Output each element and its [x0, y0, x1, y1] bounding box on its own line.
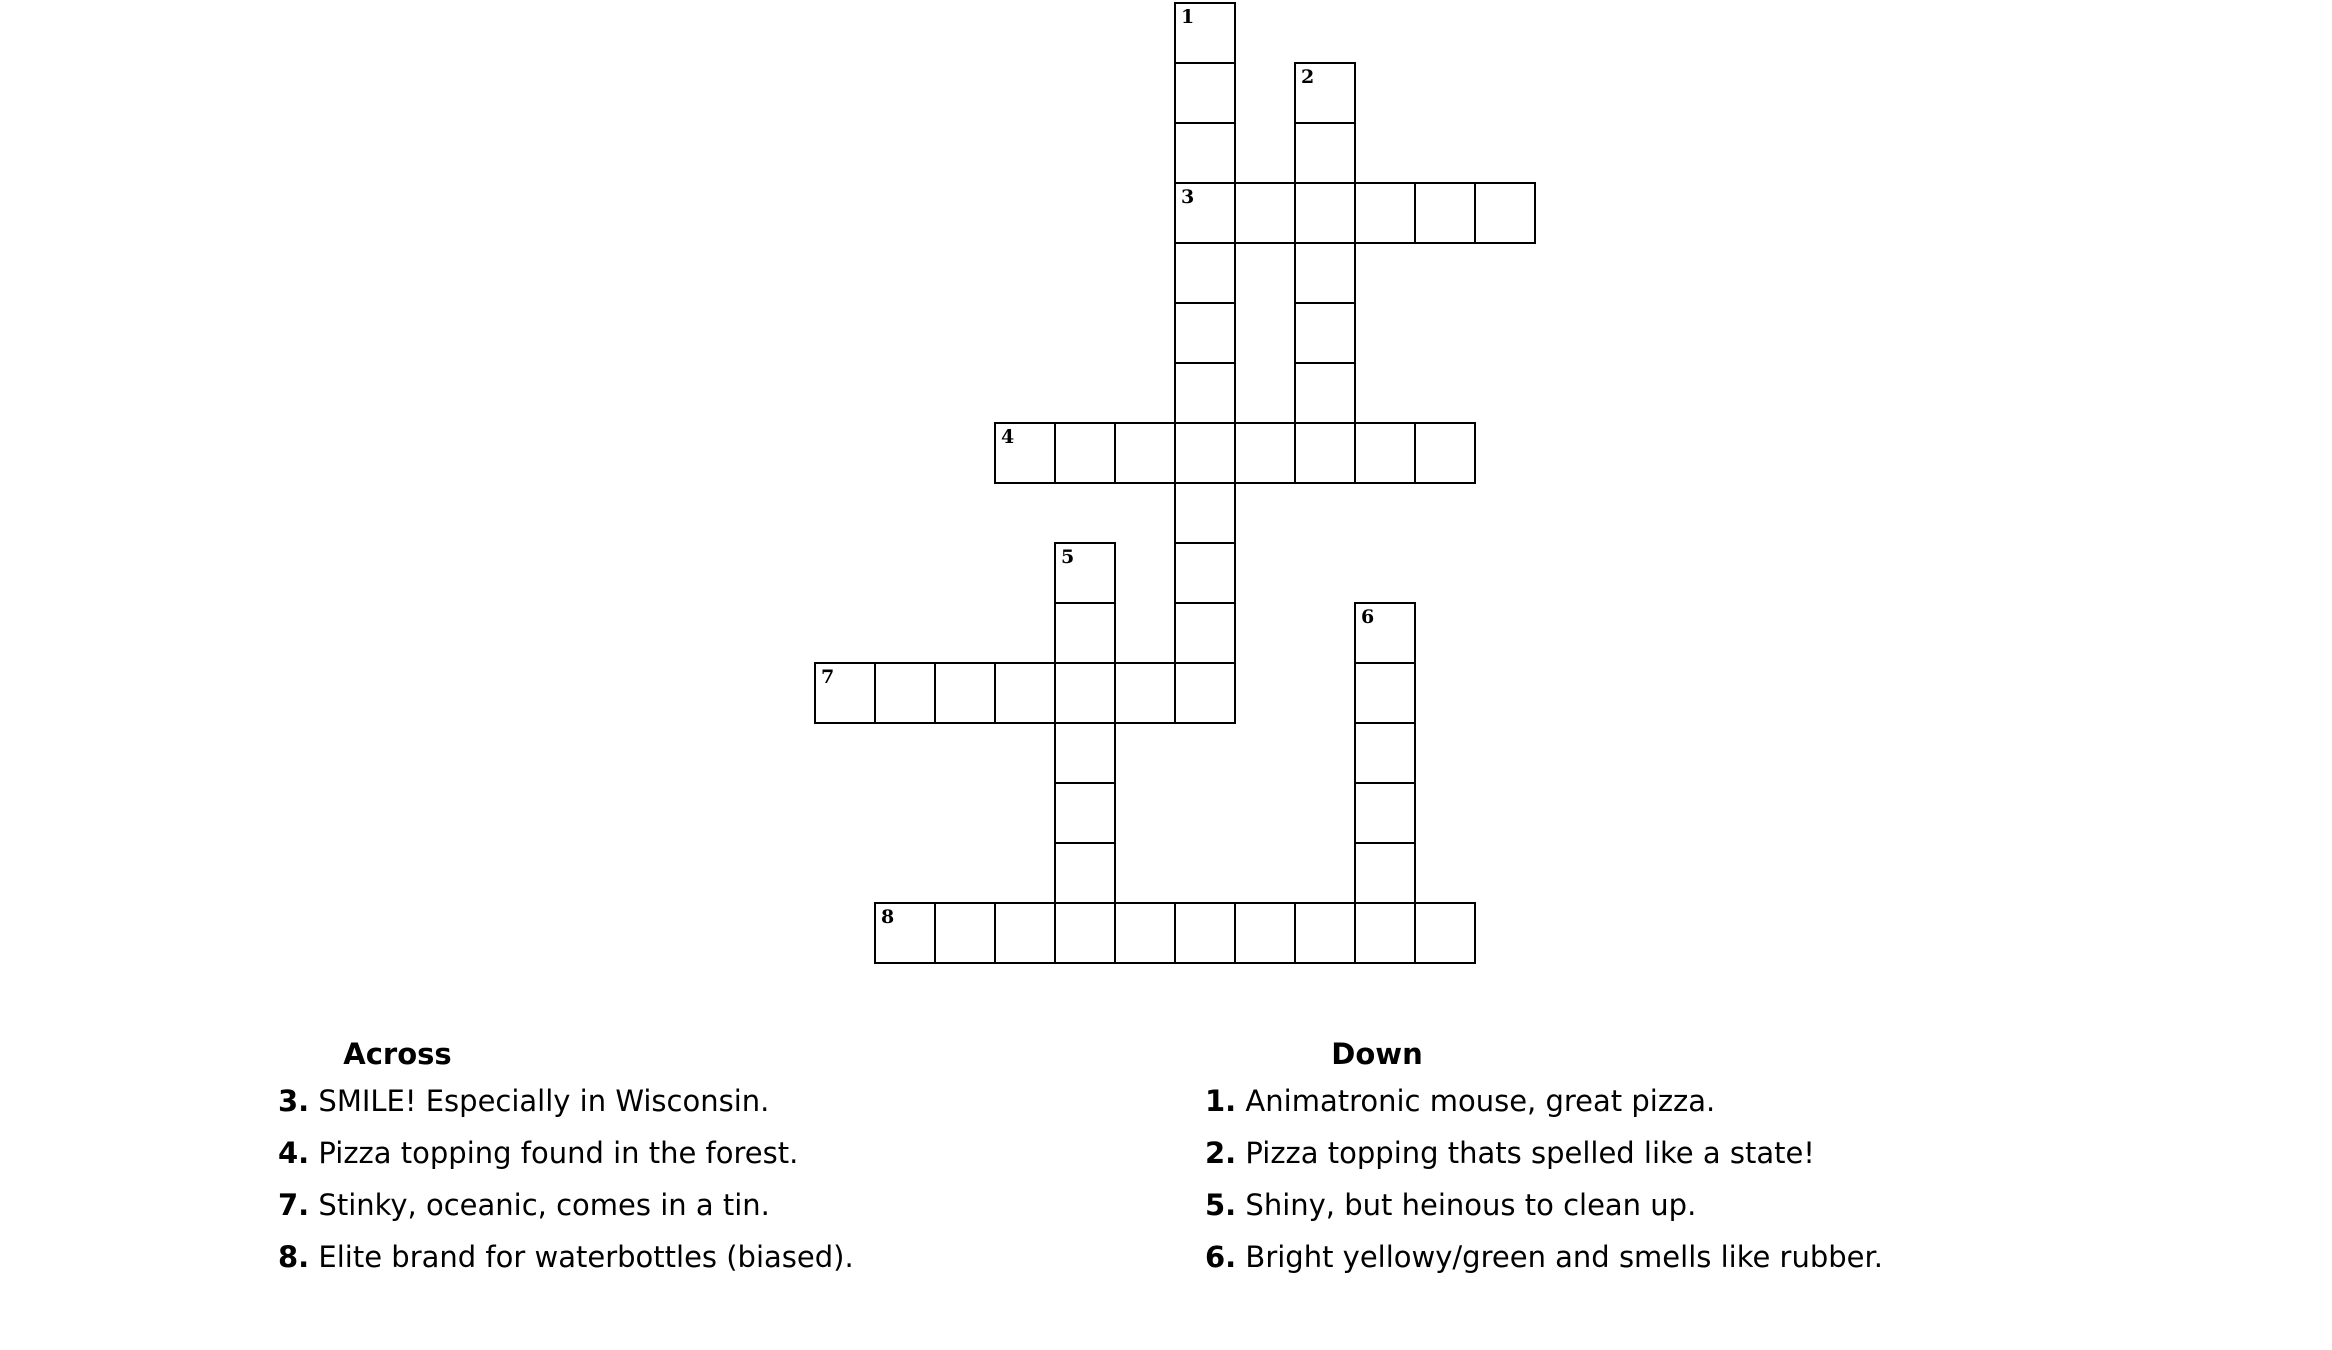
- across-clues: [278, 1036, 1158, 1291]
- crossword-cell[interactable]: [934, 902, 996, 964]
- crossword-cell[interactable]: [1474, 182, 1536, 244]
- across-clue: 3. SMILE! Especially in Wisconsin.: [278, 1084, 770, 1118]
- crossword-cell[interactable]: [1054, 782, 1116, 844]
- crossword-cell[interactable]: [1054, 722, 1116, 784]
- crossword-cell[interactable]: [1354, 722, 1416, 784]
- crossword-cell[interactable]: [1054, 662, 1116, 724]
- crossword-cell[interactable]: [1414, 902, 1476, 964]
- down-clue: 5. Shiny, but heinous to clean up.: [1205, 1188, 1697, 1222]
- crossword-cell[interactable]: [1174, 2, 1236, 64]
- crossword-cell[interactable]: [1294, 362, 1356, 424]
- crossword-cell[interactable]: [1234, 422, 1296, 484]
- crossword-cell[interactable]: [1174, 242, 1236, 304]
- across-clue: 7. Stinky, oceanic, comes in a tin.: [278, 1188, 770, 1222]
- crossword-cell[interactable]: [1294, 422, 1356, 484]
- across-clue: 8. Elite brand for waterbottles (biased).: [278, 1240, 854, 1274]
- crossword-cell[interactable]: [1054, 422, 1116, 484]
- crossword-cell[interactable]: [934, 662, 996, 724]
- crossword-cell[interactable]: [1294, 902, 1356, 964]
- crossword-cell[interactable]: [874, 902, 936, 964]
- crossword-cell[interactable]: [1054, 542, 1116, 604]
- crossword-cell[interactable]: [1054, 842, 1116, 904]
- crossword-cell[interactable]: [1414, 182, 1476, 244]
- crossword-cell[interactable]: [1174, 302, 1236, 364]
- crossword-cell[interactable]: [1114, 422, 1176, 484]
- crossword-cell[interactable]: [1174, 482, 1236, 544]
- crossword-cell[interactable]: [874, 662, 936, 724]
- crossword-cell[interactable]: [1354, 422, 1416, 484]
- crossword-cell[interactable]: [1174, 902, 1236, 964]
- crossword-cell[interactable]: [1174, 542, 1236, 604]
- down-heading: Down: [1331, 1037, 1423, 1071]
- crossword-cell[interactable]: [994, 662, 1056, 724]
- crossword-cell[interactable]: [1294, 122, 1356, 184]
- down-clue: 6. Bright yellowy/green and smells like rubber.: [1205, 1240, 1883, 1274]
- clue-number: 1: [1181, 6, 1195, 28]
- clue-number: 4: [1001, 426, 1015, 448]
- crossword-cell[interactable]: [994, 902, 1056, 964]
- crossword-cell[interactable]: [1174, 122, 1236, 184]
- crossword-cell[interactable]: [994, 422, 1056, 484]
- crossword-cell[interactable]: [1114, 902, 1176, 964]
- crossword-cell[interactable]: [1174, 62, 1236, 124]
- clue-number: 6: [1361, 606, 1375, 628]
- crossword-cell[interactable]: [1114, 662, 1176, 724]
- crossword-cell[interactable]: [1054, 602, 1116, 664]
- clue-number: 2: [1301, 66, 1315, 88]
- clue-number: 7: [821, 666, 835, 688]
- crossword-cell[interactable]: [1174, 422, 1236, 484]
- crossword-cell[interactable]: [1174, 182, 1236, 244]
- clue-number: 5: [1061, 546, 1075, 568]
- down-clues: [1205, 1036, 2205, 1291]
- crossword-cell[interactable]: [1174, 602, 1236, 664]
- crossword-cell[interactable]: [1414, 422, 1476, 484]
- crossword-cell[interactable]: [1354, 902, 1416, 964]
- crossword-cell[interactable]: [1354, 782, 1416, 844]
- crossword-cell[interactable]: [1354, 662, 1416, 724]
- across-clue: 4. Pizza topping found in the forest.: [278, 1136, 799, 1170]
- crossword-cell[interactable]: [1354, 842, 1416, 904]
- crossword-cell[interactable]: [1294, 62, 1356, 124]
- crossword-cell[interactable]: [1234, 902, 1296, 964]
- crossword-cell[interactable]: [1234, 182, 1296, 244]
- crossword-cell[interactable]: [1294, 242, 1356, 304]
- crossword-cell[interactable]: [814, 662, 876, 724]
- crossword-cell[interactable]: [1354, 182, 1416, 244]
- crossword-cell[interactable]: [1294, 182, 1356, 244]
- down-clue: 2. Pizza topping thats spelled like a state!: [1205, 1136, 1815, 1170]
- crossword-cell[interactable]: [1174, 662, 1236, 724]
- clue-number: 3: [1181, 186, 1195, 208]
- crossword-cell[interactable]: [1354, 602, 1416, 664]
- clue-number: 8: [881, 906, 895, 928]
- crossword-cell[interactable]: [1054, 902, 1116, 964]
- crossword-cell[interactable]: [1174, 362, 1236, 424]
- crossword-cell[interactable]: [1294, 302, 1356, 364]
- down-clue: 1. Animatronic mouse, great pizza.: [1205, 1084, 1716, 1118]
- across-heading: Across: [343, 1037, 452, 1071]
